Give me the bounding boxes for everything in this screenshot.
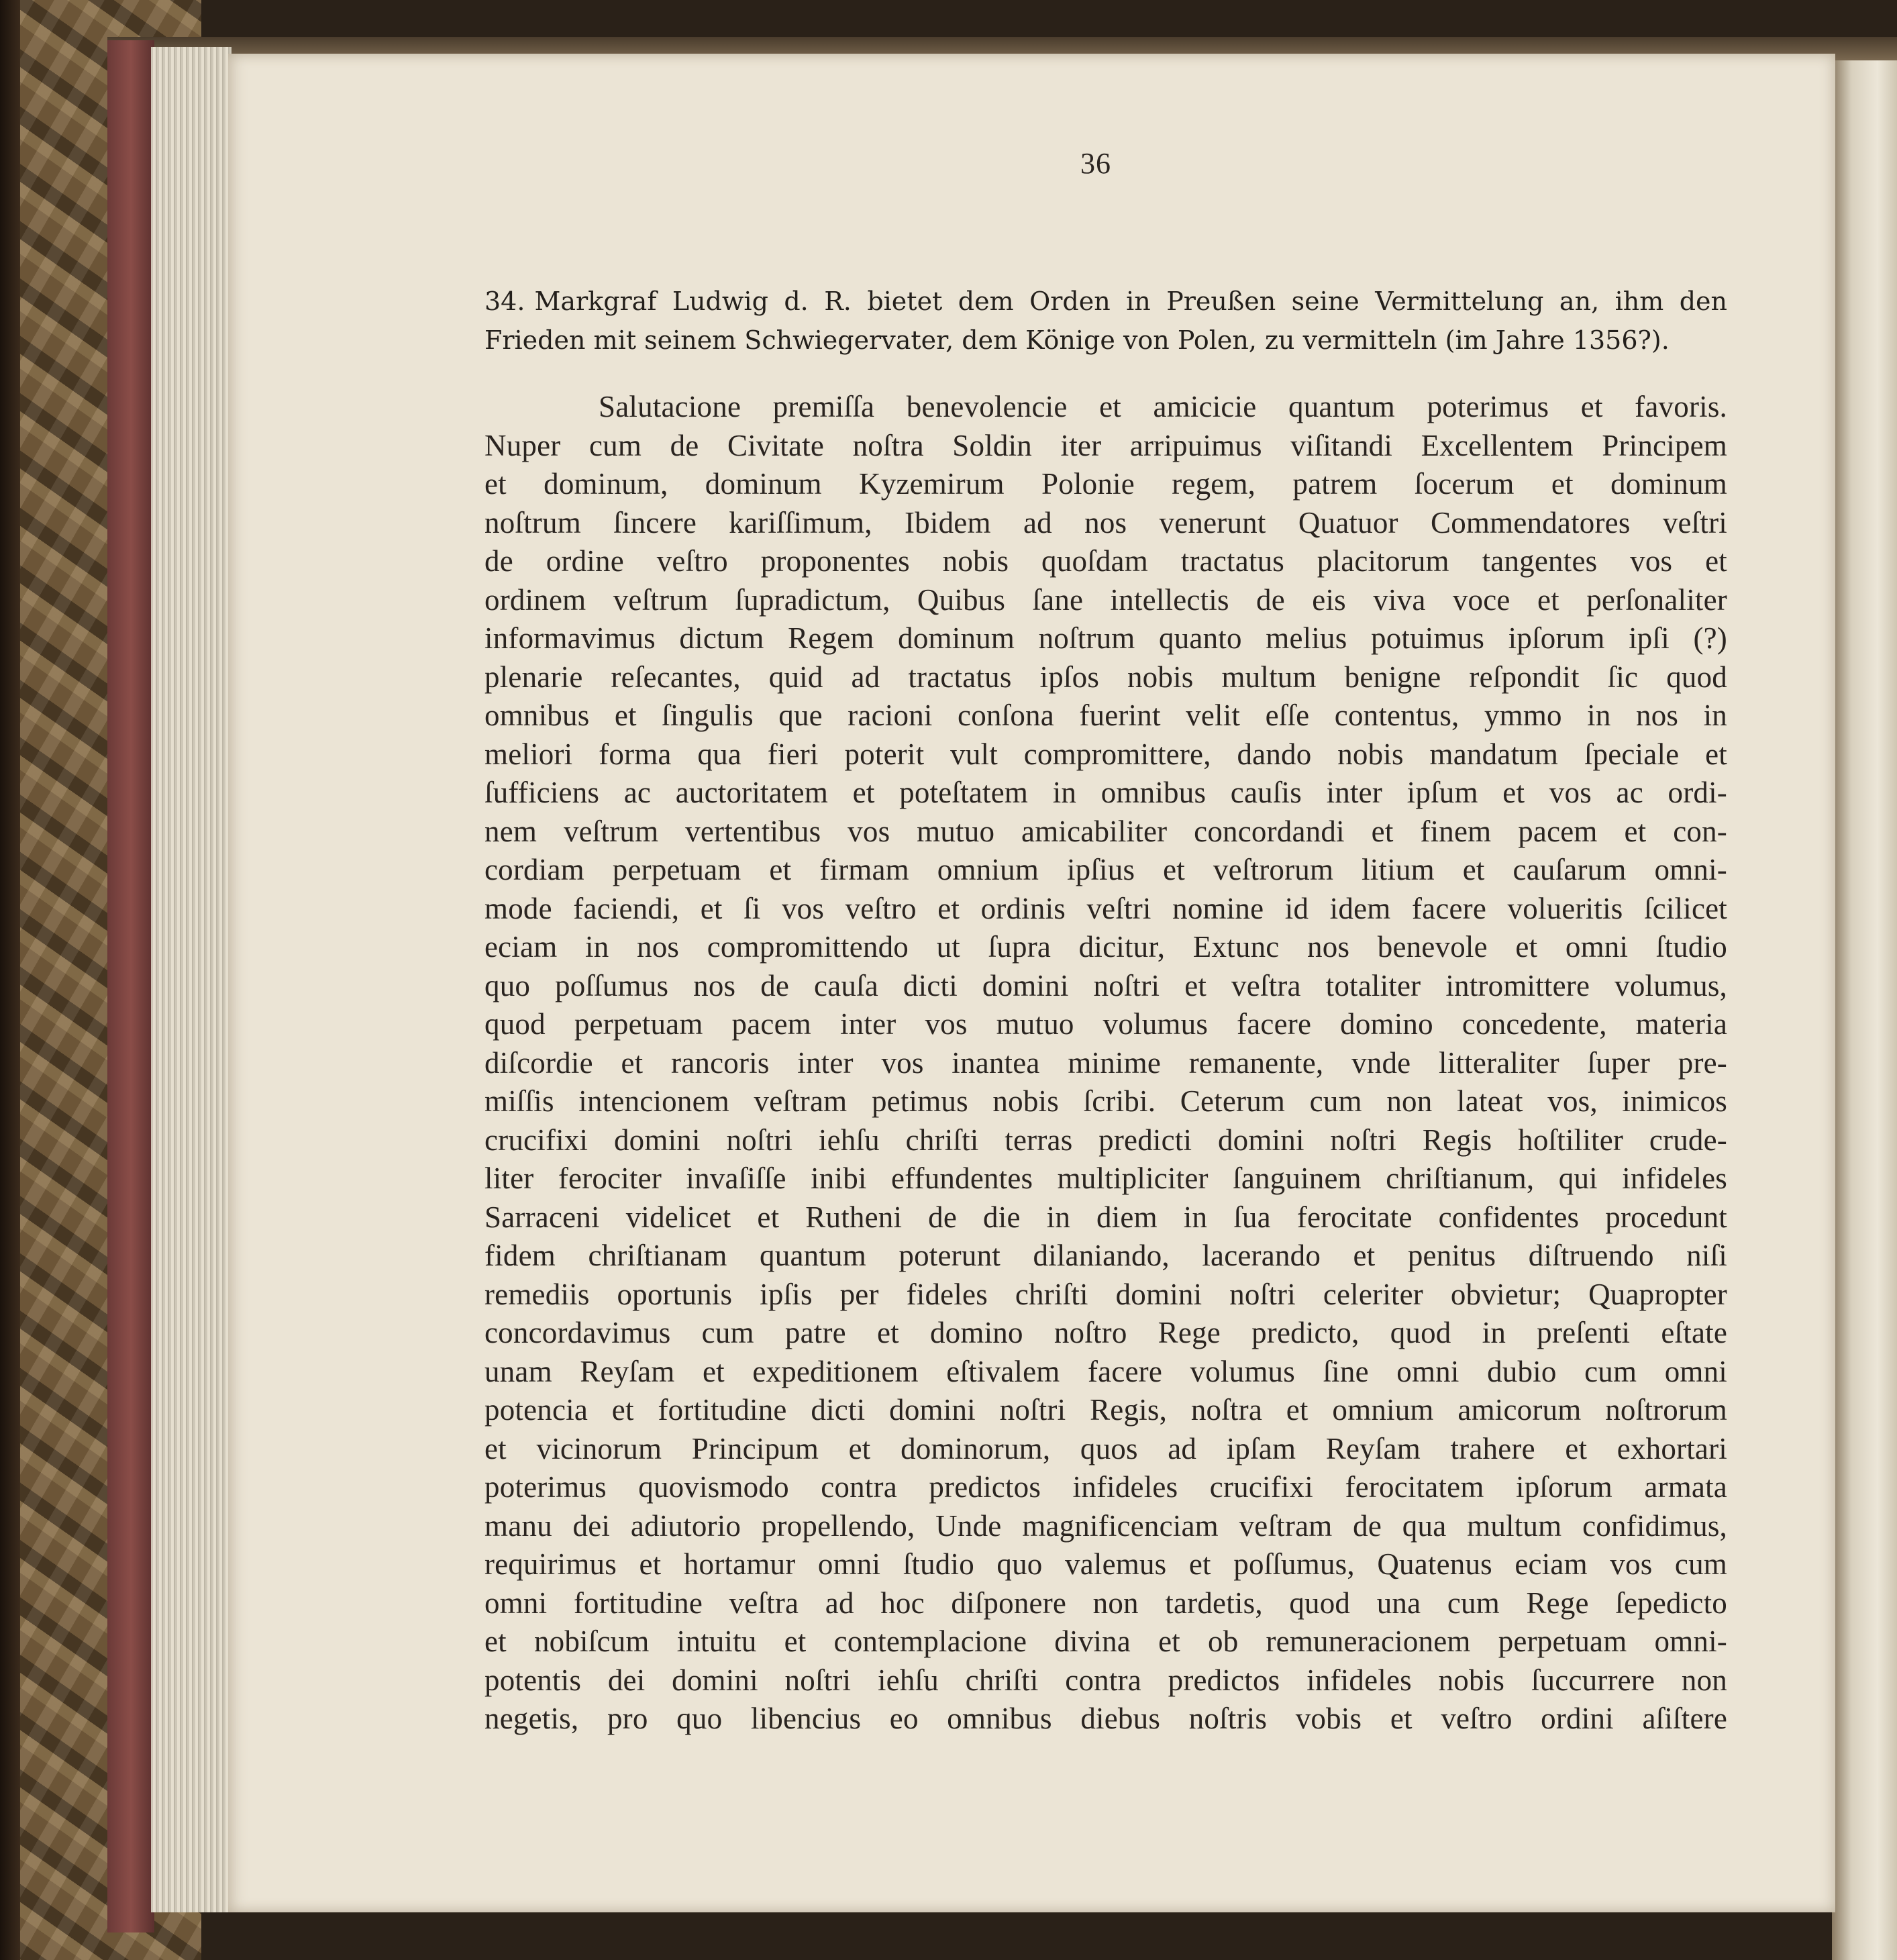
book-binding <box>107 40 154 1932</box>
body-line: requirimus et hortamur omni ſtudio quo valemus et poſſumus, Quatenus eciam vos cum <box>484 1547 1727 1581</box>
body-line: de ordine veſtro proponentes nobis quoſdam tractatus placitorum tangentes vos et <box>484 544 1727 578</box>
body-line: Salutacione premiſſa benevolencie et amicicie quantum poterimus et favoris. <box>599 390 1727 423</box>
right-page-stack <box>1832 60 1897 1960</box>
page-number: 36 <box>1080 147 1111 180</box>
body-line: fidem chriſtianam quantum poterunt dilaniando, lacerando et penitus diſtruendo niſi <box>484 1239 1727 1272</box>
body-line: plenarie reſecantes, quid ad tractatus ipſos nobis multum benigne reſpondit ſic quod <box>484 660 1727 694</box>
body-line: remediis oportunis ipſis per fideles chriſti domini noſtri celeriter obvietur; Quapropter <box>484 1277 1727 1311</box>
body-line: liter ferociter invaſiſſe inibi effundentes multipliciter ſanguinem chriſtianum, qui infideles <box>484 1162 1727 1195</box>
body-line: ordinem veſtrum ſupradictum, Quibus ſane intellectis de eis viva voce et perſonaliter <box>484 582 1727 617</box>
document-number: 34. <box>484 287 525 316</box>
body-line: informavimus dictum Regem dominum noſtrum quanto melius potuimus ipſorum ipſi (?) <box>484 621 1727 655</box>
body-line: potentis dei domini noſtri iehſu chriſti contra predictos infideles nobis ſuccurrere non <box>484 1663 1727 1697</box>
body-line: nem veſtrum vertentibus vos mutuo amicabiliter concordandi et finem pacem et con- <box>484 814 1727 848</box>
left-page-stack <box>151 47 232 1912</box>
body-line: cordiam perpetuam et firmam omnium ipſius et veſtrorum litium et cauſarum omni- <box>484 853 1727 886</box>
body-line: mode faciendi, et ſi vos veſtro et ordinis veſtri nomine id idem facere volueritis ſcilicet <box>484 891 1727 925</box>
body-line: et vicinorum Principum et dominorum, quos ad ipſam Reyſam trahere et exhortari <box>484 1431 1727 1465</box>
body-line: quod perpetuam pacem inter vos mutuo volumus facere domino concedente, materia <box>484 1007 1727 1041</box>
document-heading <box>484 282 1727 360</box>
body-line: crucifixi domini noſtri iehſu chriſti terras predicti domini noſtri Regis hoſtiliter crude- <box>484 1123 1727 1157</box>
body-line: Nuper cum de Civitate noſtra Soldin iter arripuimus viſitandi Excellentem Principem <box>484 428 1727 462</box>
body-line: unam Reyſam et expeditionem eſtivalem facere volumus ſine omni dubio cum omni <box>484 1354 1727 1388</box>
body-line: miſſis intencionem veſtram petimus nobis ſcribi. Ceterum cum non lateat vos, inimicos <box>484 1084 1727 1118</box>
body-line: concordavimus cum patre et domino noſtro Rege predicto, quod in preſenti eſtate <box>484 1316 1727 1349</box>
document-heading-text: Markgraf Ludwig d. R. bietet dem Orden in Preußen seine Vermittelung an, ihm den Frieden mit seinem Schwiegervater, dem Könige von Polen, zu vermitteln (im Jahre 1356?). <box>484 287 1727 355</box>
body-line: noſtrum ſincere kariſſimum, Ibidem ad nos venerunt Quatuor Commendatores veſtri <box>484 505 1727 539</box>
cover-edge <box>0 0 20 1960</box>
document-body <box>484 388 1727 1739</box>
body-line: potencia et fortitudine dicti domini noſtri Regis, noſtra et omnium amicorum noſtrorum <box>484 1393 1727 1427</box>
body-line: negetis, pro quo libencius eo omnibus diebus noſtris vobis et veſtro ordini aſiſtere <box>484 1702 1727 1735</box>
body-line: et nobiſcum intuitu et contemplacione divina et ob remuneracionem perpetuam omni- <box>484 1624 1727 1658</box>
body-line: manu dei adiutorio propellendo, Unde magnificenciam veſtram de qua multum confidimus, <box>484 1508 1727 1543</box>
body-line: et dominum, dominum Kyzemirum Polonie regem, patrem ſocerum et dominum <box>484 467 1727 501</box>
body-line: quo poſſumus nos de cauſa dicti domini noſtri et veſtra totaliter intromittere volumus, <box>484 968 1727 1002</box>
body-line: diſcordie et rancoris inter vos inantea minime remanente, vnde litteraliter ſuper pre- <box>484 1045 1727 1080</box>
body-line: omnibus et ſingulis que racioni conſona fuerint velit eſſe contentus, ymmo in nos in <box>484 699 1727 732</box>
body-line: omni fortitudine veſtra ad hoc diſponere non tardetis, quod una cum Rege ſepedicto <box>484 1586 1727 1620</box>
body-line: Sarraceni videlicet et Rutheni de die in diem in ſua ferocitate confidentes procedunt <box>484 1200 1727 1234</box>
body-line: meliori forma qua fieri poterit vult compromittere, dando nobis mandatum ſpeciale et <box>484 737 1727 771</box>
body-line: ſufficiens ac auctoritatem et poteſtatem in omnibus cauſis inter ipſum et vos ac ordi- <box>484 776 1727 809</box>
body-line: poterimus quovismodo contra predictos infideles crucifixi ferocitatem ipſorum armata <box>484 1470 1727 1504</box>
body-line: eciam in nos compromittendo ut ſupra dicitur, Extunc nos benevole et omni ſtudio <box>484 930 1727 964</box>
